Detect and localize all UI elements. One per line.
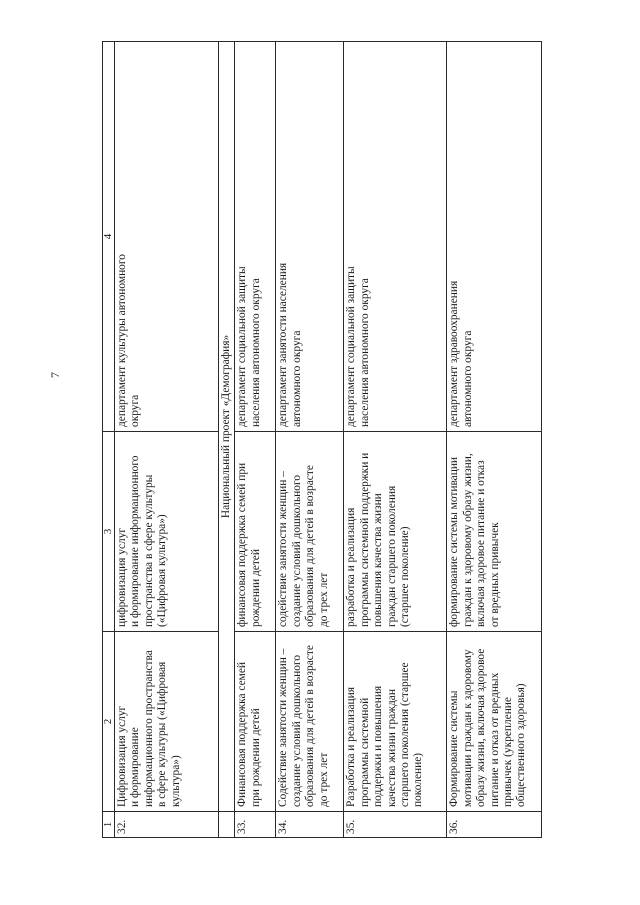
column-header: 3 [103,432,115,632]
rotated-page-content [102,233,640,838]
column-header: 1 [103,812,115,838]
table-row [115,42,219,838]
responsible-department: департамент занятости населения автономного округа [276,42,344,432]
column-header: 4 [103,42,115,432]
project-goal: содействие занятости женщин – создание условий дошкольного образования для детей в возрасте до трех лет [276,432,344,632]
row-number: 36. [447,812,542,838]
row-number: 34. [276,812,344,838]
project-name: Формирование системы мотивации граждан к здоровому образу жизни, включая здоровое питание и отказ от вредных привычек (укрепление общественного здоровья) [447,632,542,812]
responsible-department: департамент культуры автономного округа [115,42,219,432]
project-goal: финансовая поддержка семей при рождении детей [235,432,276,632]
table-row [344,42,447,838]
responsible-department: департамент здравоохранения автономного округа [447,42,542,432]
project-goal: формирование системы мотивации граждан к здоровому образу жизни, включая здоровое питание и отказ от вредных привычек [447,432,542,632]
project-name: Финансовая поддержка семей при рождении детей [235,632,276,812]
project-name: Цифровизация услуг и формирование информационного пространства в сфере культуры («Цифровая культура») [115,632,219,812]
national-projects-table [102,41,542,838]
project-name: Разработка и реализация программы системной поддержки и повышения качества жизни граждан старшего поколения (старшее поколение) [344,632,447,812]
row-number: 32. [115,812,219,838]
table-row [235,42,276,838]
responsible-department: департамент социальной защиты населения автономного округа [344,42,447,432]
row-number: 35. [344,812,447,838]
row-number: 33. [235,812,276,838]
table-header-row [103,42,115,838]
table-row [276,42,344,838]
project-goal: разработка и реализация программы системной поддержки и повышения качества жизни граждан старшего поколения (старшее поколение) [344,432,447,632]
table-row [447,42,542,838]
column-header: 2 [103,632,115,812]
section-row [219,42,235,838]
responsible-department: департамент социальной защиты населения автономного округа [235,42,276,432]
page-number: 7 [48,372,62,378]
project-name: Содействие занятости женщин – создание условий дошкольного образования для детей в возрасте до трех лет [276,632,344,812]
project-goal: цифровизация услуг и формирование информационного пространства в сфере культуры («Цифровая культура») [115,432,219,632]
section-title: Национальный проект «Демография» [219,42,235,812]
